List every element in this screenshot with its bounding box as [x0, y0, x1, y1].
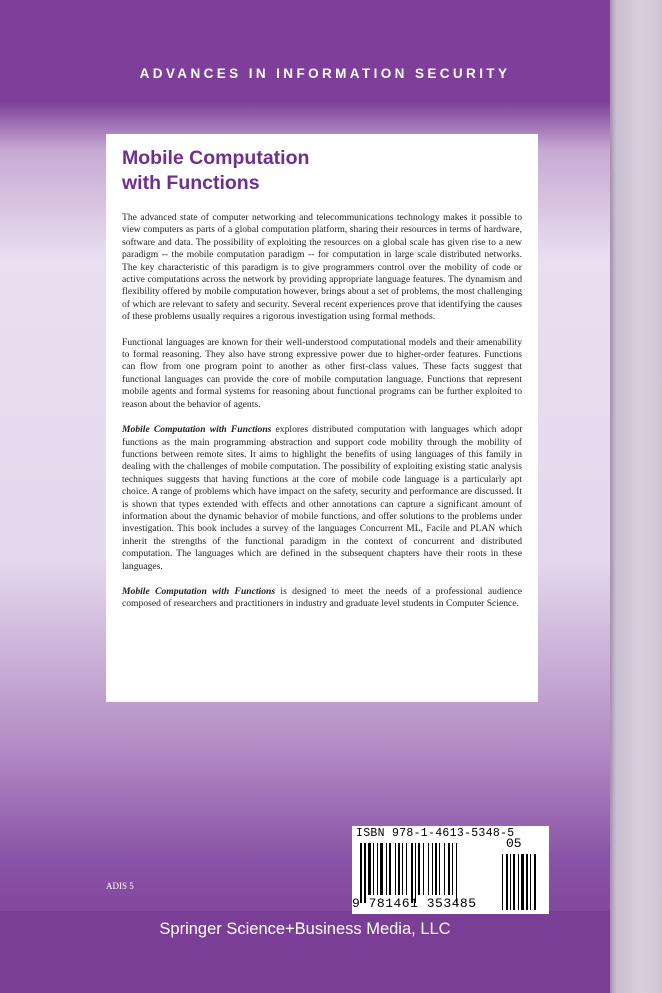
- barcode-bar: [506, 854, 508, 910]
- barcode-bar: [368, 843, 371, 895]
- barcode-bar: [530, 854, 531, 910]
- series-number: ADIS 5: [106, 881, 134, 891]
- barcode-bar: [373, 843, 374, 895]
- barcode-bar: [513, 854, 515, 910]
- barcode-bar: [386, 843, 387, 895]
- barcode-bar: [456, 843, 457, 903]
- barcode-bar: [518, 854, 519, 910]
- barcode-bar: [435, 843, 437, 895]
- barcode-bar: [534, 854, 536, 910]
- barcode-bar: [521, 854, 524, 910]
- paragraph-3-title: Mobile Computation with Functions: [122, 424, 272, 436]
- top-band: [0, 0, 610, 100]
- barcode-bar: [502, 854, 503, 910]
- addon-barcode-bars: [502, 854, 545, 910]
- paragraph-2: Functional languages are known for their well-understood computational models and their amenability to formal reasoning. They also have strong expressive power due to higher-order features. Functions can flow from one program point to another as other first-class values. These facts suggest that functional languages can provide the core of mobile computation language. Functions that represent mobile agents and formal systems for reasoning about functional programs can be further exploited to reason about the behavior of agents.: [122, 336, 522, 410]
- barcode-bar: [418, 843, 420, 895]
- barcode-bar: [510, 854, 511, 910]
- barcode-bar: [444, 843, 445, 895]
- book-title: [122, 146, 522, 196]
- barcode-bar: [439, 843, 440, 895]
- isbn-label: ISBN 978-1-4613-5348-5: [356, 827, 515, 840]
- paragraph-4: [122, 586, 522, 611]
- addon-digits: 05: [506, 836, 522, 851]
- barcode-bar: [432, 843, 433, 895]
- barcode-bar: [526, 854, 528, 910]
- barcode-bar: [406, 843, 407, 895]
- barcode-bar: [411, 843, 413, 903]
- barcode-bar: [415, 843, 416, 903]
- barcode-bar: [448, 843, 450, 895]
- description-text: [122, 212, 522, 624]
- barcode-bar: [360, 843, 362, 903]
- description-panel: [106, 134, 538, 702]
- paragraph-3: [122, 424, 522, 573]
- publisher: Springer Science+Business Media, LLC: [159, 920, 451, 938]
- paragraph-1: The advanced state of computer networking and telecommunications technology makes it possible to view computers as parts of a global computation platform, sharing their resources in terms of hardware, software and data. The possibility of exploiting the resources on a global scale has given rise to a new paradigm -- the mobile computation paradigm -- for computation in large scale distributed networks. The key characteristic of this paradigm is to give programmers control over the mobility of code or active computations across the network by providing appropriate language features. The dynamism and flexibility offered by mobile computation however, brings about a set of problems, the most challenging of which are relevant to safety and security. Several recent experiences prove that identifying the causes of these problems usually requires a rigorous investigation using formal methods.: [122, 212, 522, 323]
- barcode-bar: [395, 843, 396, 895]
- barcode-bar: [398, 843, 400, 895]
- barcode-bar: [380, 843, 383, 895]
- barcode-bar: [452, 843, 453, 895]
- spine-edge: [610, 0, 662, 993]
- barcode-bar: [423, 843, 424, 895]
- paragraph-3-body: explores distributed computation with languages which adopt functions as the main programming abstraction and support code mobility through the mobility of functions between remote sites. It aims to highlight the benefits of using languages of this family in dealing with the challenges of mobile computation. The possibility of exploiting existing static analysis techniques suggests that having functions at the core of mobile code language is a particularly apt choice. A range of problems which have impact on the safety, security and performance are discussed. It is shown that types extended with effects and other annotations can capture a significant amount of information about the dynamic behavior of mobile functions, and offer solutions to the problems under investigation. This book includes a survey of the languages Concurrent ML, Facile and PLAN which inherit the strengths of the functional paradigm in the context of concurrent and distributed computation. The languages which are defined in the subsequent chapters have their roots in these languages.: [122, 424, 523, 572]
- barcode-bar: [402, 843, 403, 895]
- barcode-bars: [360, 843, 496, 903]
- barcode-bar: [377, 843, 378, 895]
- paragraph-4-title: Mobile Computation with Functions: [122, 585, 276, 597]
- series-title: ADVANCES IN INFORMATION SECURITY: [139, 66, 511, 81]
- barcode-bar: [364, 843, 366, 903]
- ean-digits: 9 781461 353485: [352, 896, 477, 911]
- barcode-bar: [428, 843, 429, 895]
- paragraph-4-body: is designed to meet the needs of a professional audience composed of researchers and practitioners in industry and graduate level students in Computer Science.: [122, 585, 522, 610]
- barcode-bar: [389, 843, 391, 895]
- book-title-line1: Mobile Computation: [122, 147, 310, 169]
- isbn-barcode: [352, 826, 549, 914]
- book-title-line2: with Functions: [122, 172, 260, 194]
